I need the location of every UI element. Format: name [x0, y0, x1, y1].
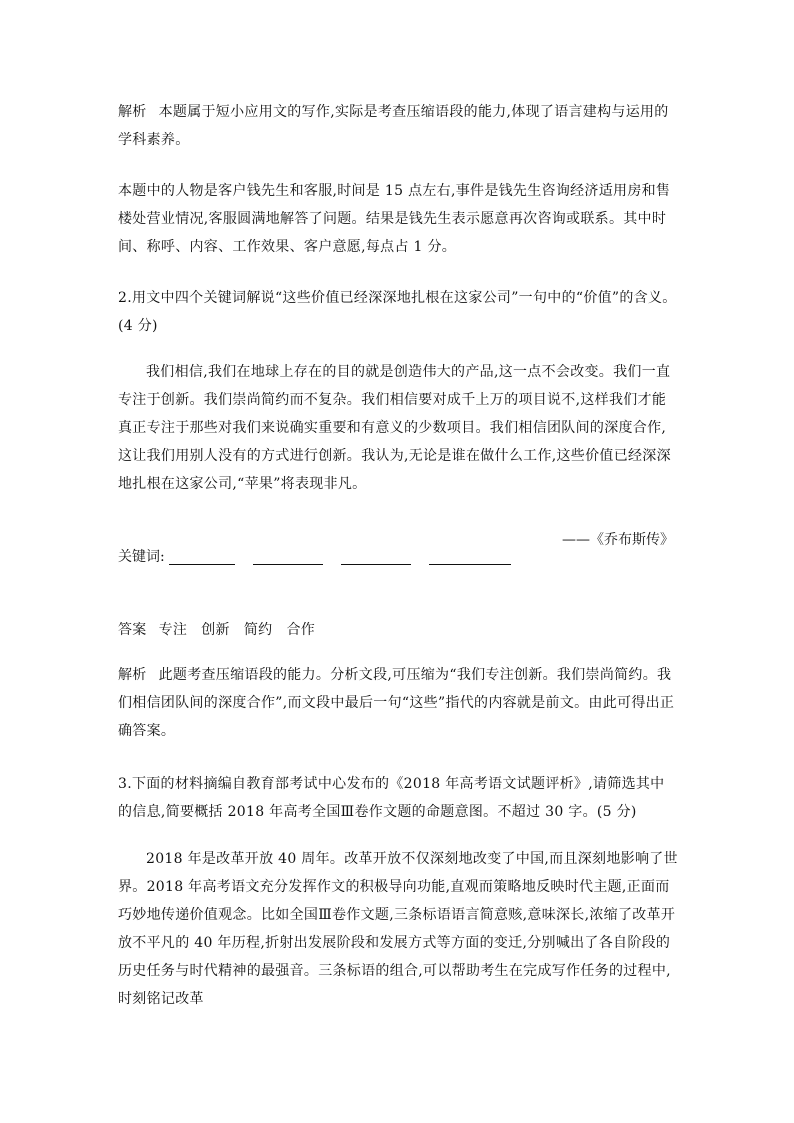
- passage-2-source: ——《乔布斯传》: [562, 532, 674, 548]
- question-3: 3.下面的材料摘编自教育部考试中心发布的《2018 年高考语文试题评析》,请筛选其中的信息,简要概括 2018 年高考全国Ⅲ卷作文题的命题意图。不超过 30 字。(5 分): [118, 776, 665, 820]
- answer-2: [118, 616, 678, 644]
- answer-2-label: 答案: [118, 622, 147, 638]
- analysis-2-text: 此题考查压缩语段的能力。分析文段,可压缩为“我们专注创新。我们崇尚简约。我们相信团队间的深度合作”,而文段中最后一句“这些”指代的内容就是前文。由此可得出正确答案。: [118, 667, 675, 739]
- analysis-1: [118, 98, 678, 154]
- keyword-blank-3[interactable]: [341, 548, 411, 565]
- question-2: 2.用文中四个关键词解说“这些价值已经深深地扎根在这家公司”一句中的“价值”的含义。(4 分): [118, 290, 677, 334]
- answer-item: 专注: [158, 622, 188, 638]
- passage-3: 2018 年是改革开放 40 周年。改革开放不仅深刻地改变了中国,而且深刻地影响了世界。2018 年高考语文充分发挥作文的积极导向功能,直观而策略地反映时代主题,正面而巧妙地传递价值观念。比如全国Ⅲ卷作文题,三条标语语言简意赅,意味深长,浓缩了改革开放不平凡的 40 年历程,折射出发展阶段和发展方式等方面的变迁,分别喊出了各自阶段的历史任务与时代精神的最强音。三条标语的组合,可以帮助考生在完成写作任务的过程中,时刻铭记改革: [118, 851, 678, 1007]
- answer-item: 合作: [286, 622, 316, 638]
- passage-2: 我们相信,我们在地球上存在的目的就是创造伟大的产品,这一点不会改变。我们一直专注于创新。我们崇尚简约而不复杂。我们相信要对成千上万的项目说不,这样我们才能真正专注于那些对我们来说确实重要和有意义的少数项目。我们相信团队间的深度合作,这让我们用别人没有的方式进行创新。我认为,无论是谁在做什么工作,这些价值已经深深地扎根在这家公司,“苹果”将表现非凡。: [118, 364, 671, 492]
- answer-item: 简约: [243, 622, 273, 638]
- answer-item: 创新: [201, 622, 230, 638]
- analysis-2-label: 解析: [118, 667, 147, 683]
- analysis-1-label: 解析: [118, 104, 147, 120]
- keyword-blank-4[interactable]: [429, 548, 511, 565]
- analysis-1-text: 本题属于短小应用文的写作,实际是考查压缩语段的能力,体现了语言建构与运用的学科素养。: [118, 104, 669, 148]
- keywords-label: 关键词:: [118, 549, 165, 565]
- keyword-blank-1[interactable]: [169, 548, 235, 565]
- analysis-2: [118, 661, 678, 745]
- keyword-blank-2[interactable]: [253, 548, 323, 565]
- paragraph-1: 本题中的人物是客户钱先生和客服,时间是 15 点左右,事件是钱先生咨询经济适用房和售楼处营业情况,客服圆满地解答了问题。结果是钱先生表示愿意再次咨询或联系。其中时间、称呼、内容、工作效果、客户意愿,每点占 1 分。: [118, 183, 671, 255]
- keywords-row: [118, 542, 525, 570]
